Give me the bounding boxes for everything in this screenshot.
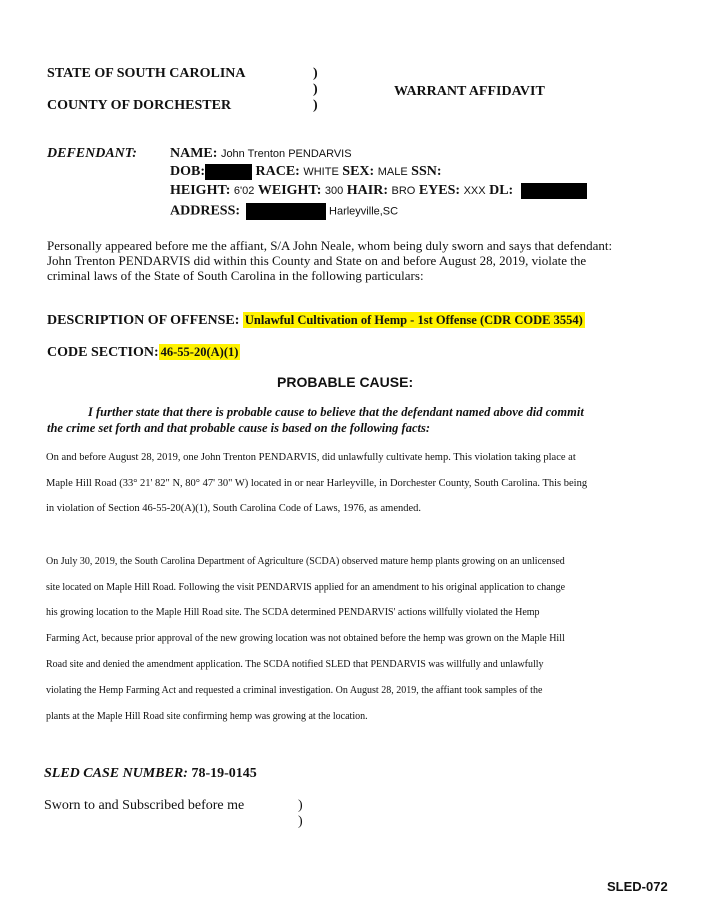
sworn-text: Sworn to and Subscribed before me — [44, 798, 245, 813]
sworn-paren: ) — [298, 814, 303, 829]
defendant-dob-row — [170, 164, 442, 180]
sled-case-label: SLED CASE NUMBER: — [44, 766, 188, 781]
weight-value: 300 — [324, 185, 344, 198]
height-label: HEIGHT: — [170, 183, 231, 199]
facts-line: violating the Hemp Farming Act and requested a criminal investigation. On August 28, 2019, the affiant took samples of the — [46, 685, 543, 696]
probable-cause-heading: PROBABLE CAUSE: — [277, 374, 414, 390]
caption-paren: ) — [313, 82, 318, 97]
offense-description: Unlawful Cultivation of Hemp - 1st Offense (CDR CODE 3554) — [244, 313, 583, 327]
intro-line: criminal laws of the State of South Carolina in the following particulars: — [47, 268, 424, 283]
facts-line: site located on Maple Hill Road. Following the visit PENDARVIS applied for an amendment to his original application to change — [46, 582, 566, 593]
defendant-address-row — [170, 203, 398, 220]
offense-description-row — [47, 313, 585, 329]
facts-line: his growing location to the Maple Hill Road site. The SCDA determined PENDARVIS' actions willfully violated the Hemp — [46, 607, 540, 618]
facts-line: On and before August 28, 2019, one John Trenton PENDARVIS, did unlawfully cultivate hemp. This violation taking place at — [46, 452, 576, 463]
dl-label: DL: — [489, 183, 514, 199]
dob-label: DOB: — [170, 164, 205, 180]
probable-cause-statement: I further state that there is probable cause to believe that the defendant named above did commit — [88, 405, 584, 419]
address-label: ADDRESS: — [170, 203, 241, 219]
sex-value: MALE — [377, 166, 408, 179]
code-section-value: 46-55-20(A)(1) — [160, 345, 239, 359]
defendant-name-row — [170, 146, 352, 162]
code-section-row — [47, 345, 240, 361]
defendant-physical-row — [170, 183, 587, 199]
document-title: WARRANT AFFIDAVIT — [394, 84, 545, 99]
sled-case-row — [44, 766, 257, 782]
probable-cause-statement: the crime set forth and that probable cause is based on the following facts: — [47, 421, 430, 435]
height-value: 6'02 — [233, 185, 255, 198]
address-city: Harleyville,SC — [329, 205, 399, 218]
caption-paren: ) — [313, 66, 318, 81]
sworn-paren: ) — [298, 798, 303, 813]
sex-label: SEX: — [342, 164, 375, 180]
redaction-bar — [205, 164, 252, 180]
race-value: WHITE — [303, 166, 339, 179]
eyes-value: XXX — [463, 185, 486, 198]
eyes-label: EYES: — [418, 183, 461, 199]
defendant-name: John Trenton PENDARVIS — [220, 148, 352, 160]
offense-description-label: DESCRIPTION OF OFFENSE: — [47, 313, 240, 328]
race-label: RACE: — [255, 164, 300, 180]
facts-line: Farming Act, because prior approval of the new growing location was not obtained before the hemp was grown on the Maple Hill — [46, 633, 565, 644]
intro-line: Personally appeared before me the affiant, S/A John Neale, whom being duly sworn and says that defendant: — [47, 238, 613, 253]
caption-paren: ) — [313, 98, 318, 113]
facts-line: On July 30, 2019, the South Carolina Department of Agriculture (SCDA) observed mature hemp plants growing on an unlicensed — [46, 556, 565, 567]
hair-label: HAIR: — [346, 183, 388, 199]
ssn-label: SSN: — [411, 164, 442, 180]
facts-line: Road site and denied the amendment application. The SCDA notified SLED that PENDARVIS was willfully and unlawfully — [46, 659, 544, 670]
weight-label: WEIGHT: — [257, 183, 322, 199]
hair-value: BRO — [391, 185, 416, 198]
form-id: SLED-072 — [607, 879, 668, 894]
sled-case-number: 78-19-0145 — [191, 766, 257, 781]
facts-line: Maple Hill Road (33° 21' 82" N, 80° 47' 30" W) located in or near Harleyville, in Dorchester County, South Carolina. This being — [46, 478, 588, 489]
facts-line: plants at the Maple Hill Road site confirming hemp was growing at the location. — [46, 711, 368, 722]
facts-line: in violation of Section 46-55-20(A)(1), South Carolina Code of Laws, 1976, as amended. — [46, 503, 422, 514]
county-caption: COUNTY OF DORCHESTER — [47, 98, 232, 113]
redaction-bar — [246, 203, 326, 220]
intro-line: John Trenton PENDARVIS did within this County and State on and before August 28, 2019, violate the — [47, 253, 587, 268]
redaction-bar — [521, 183, 587, 199]
name-label: NAME: — [170, 146, 218, 161]
code-section-label: CODE SECTION: — [47, 345, 159, 360]
state-caption: STATE OF SOUTH CAROLINA — [47, 66, 246, 81]
defendant-label: DEFENDANT: — [47, 146, 137, 161]
